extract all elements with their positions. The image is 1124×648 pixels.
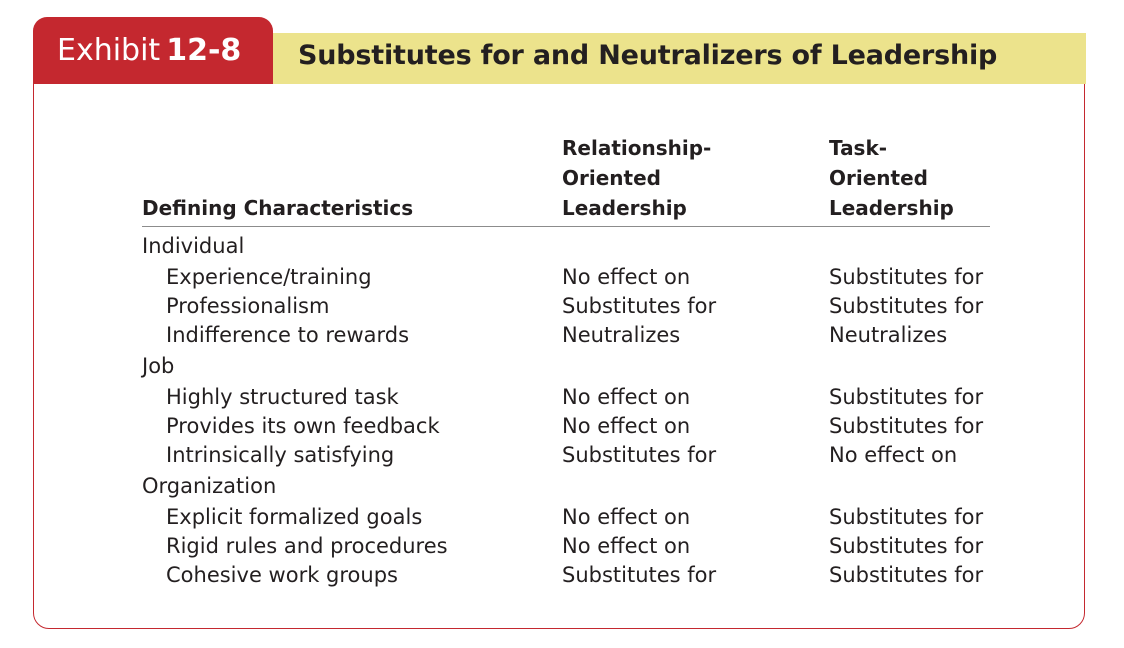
row-task-effect: Substitutes for	[829, 265, 984, 289]
row-characteristic: Professionalism	[166, 294, 330, 318]
row-relationship-effect: Neutralizes	[562, 323, 681, 347]
row-characteristic: Highly structured task	[166, 385, 399, 409]
row-task-effect: Substitutes for	[829, 294, 984, 318]
row-relationship-effect: Substitutes for	[562, 443, 717, 467]
exhibit-label: Exhibit	[57, 33, 161, 68]
row-characteristic: Intrinsically satisfying	[166, 443, 395, 467]
group-heading: Individual	[142, 234, 245, 258]
header-characteristics: Defining Characteristics	[142, 196, 414, 220]
header-task	[829, 133, 954, 223]
group-heading: Organization	[142, 474, 277, 498]
row-task-effect: Substitutes for	[829, 563, 984, 587]
row-task-effect: Substitutes for	[829, 534, 984, 558]
header-task-line: Task-	[829, 136, 888, 160]
row-relationship-effect: No effect on	[562, 414, 691, 438]
exhibit-title: Substitutes for and Neutralizers of Leadership	[298, 40, 998, 71]
header-relationship-line: Leadership	[562, 196, 687, 220]
exhibit-number: 12-8	[166, 33, 242, 68]
row-characteristic: Indifference to rewards	[166, 323, 410, 347]
header-relationship-line: Oriented	[562, 166, 661, 190]
row-characteristic: Experience/training	[166, 265, 372, 289]
header-task-line: Oriented	[829, 166, 928, 190]
row-relationship-effect: Substitutes for	[562, 563, 717, 587]
row-task-effect: Neutralizes	[829, 323, 948, 347]
row-relationship-effect: No effect on	[562, 265, 691, 289]
header-rule	[142, 226, 990, 227]
row-task-effect: Substitutes for	[829, 505, 984, 529]
row-relationship-effect: Substitutes for	[562, 294, 717, 318]
group-heading: Job	[142, 354, 175, 378]
row-task-effect: Substitutes for	[829, 385, 984, 409]
row-characteristic: Rigid rules and procedures	[166, 534, 448, 558]
row-characteristic: Provides its own feedback	[166, 414, 440, 438]
row-characteristic: Explicit formalized goals	[166, 505, 423, 529]
exhibit-label-group	[57, 33, 241, 68]
row-relationship-effect: No effect on	[562, 505, 691, 529]
header-relationship	[562, 133, 711, 223]
row-task-effect: Substitutes for	[829, 414, 984, 438]
row-relationship-effect: No effect on	[562, 534, 691, 558]
row-relationship-effect: No effect on	[562, 385, 691, 409]
header-task-line: Leadership	[829, 196, 954, 220]
row-task-effect: No effect on	[829, 443, 958, 467]
row-characteristic: Cohesive work groups	[166, 563, 398, 587]
header-relationship-line: Relationship-	[562, 136, 712, 160]
